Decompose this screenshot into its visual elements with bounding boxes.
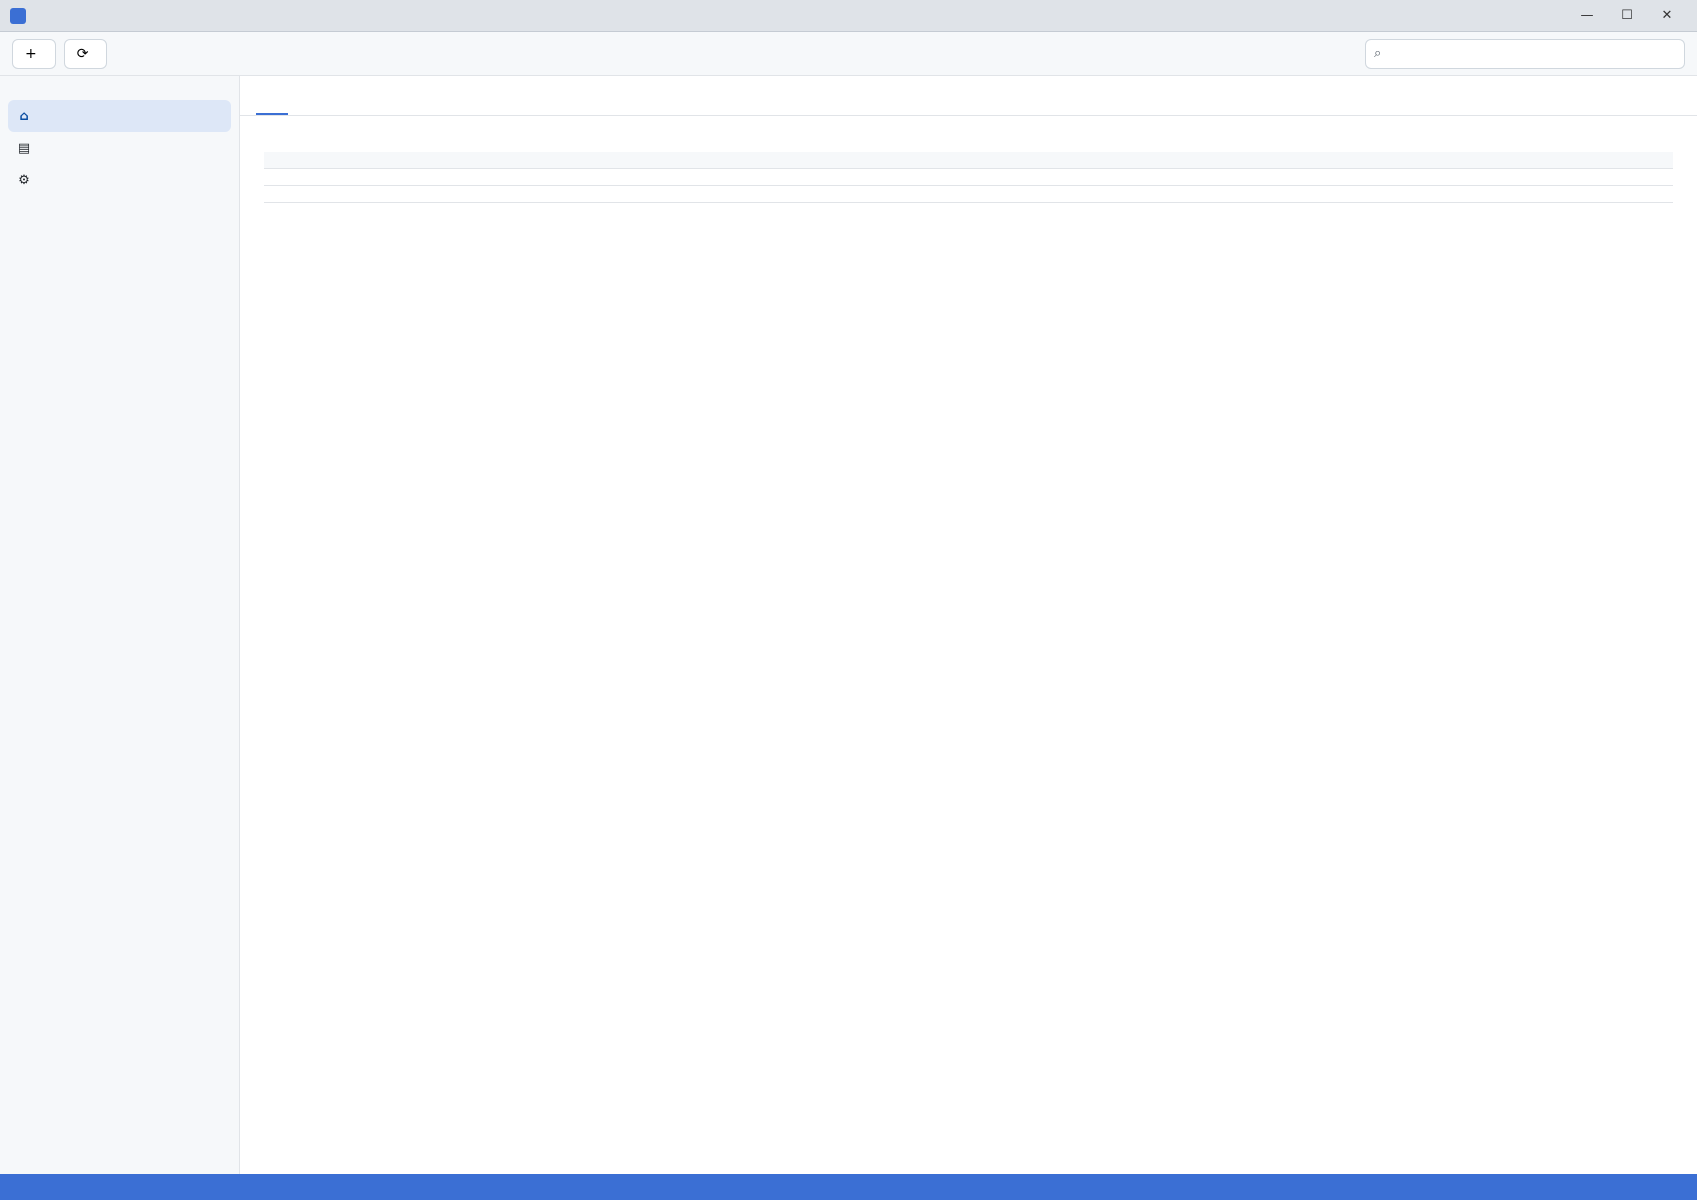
column-header[interactable] <box>1203 152 1673 169</box>
minimize-button[interactable]: — <box>1580 8 1594 23</box>
table-cell <box>1203 169 1673 186</box>
column-header[interactable] <box>264 152 734 169</box>
sidebar-item-0[interactable] <box>8 100 231 132</box>
refresh-icon: ⟳ <box>76 45 89 62</box>
close-button[interactable]: ✕ <box>1661 8 1673 23</box>
sidebar-item-2[interactable] <box>8 164 231 196</box>
tab-0[interactable] <box>256 76 288 115</box>
app-icon <box>10 8 26 24</box>
sidebar <box>0 76 240 1174</box>
gear-icon: ⚙ <box>18 172 30 188</box>
home-icon: ⌂ <box>19 108 29 124</box>
toolbar-button-new[interactable] <box>12 39 56 69</box>
search-input[interactable] <box>1387 46 1676 61</box>
folder-icon: ▤ <box>17 140 31 156</box>
table-header-row <box>264 152 1673 169</box>
search-box[interactable] <box>1365 39 1685 69</box>
table-cell <box>264 169 734 186</box>
plus-icon: + <box>25 45 37 62</box>
sidebar-item-1[interactable] <box>8 132 231 164</box>
toolbar-button-refresh[interactable] <box>64 39 108 69</box>
table-row[interactable] <box>264 186 1673 203</box>
tab-bar <box>240 76 1697 116</box>
column-header[interactable] <box>734 152 1204 169</box>
maximize-button[interactable]: ☐ <box>1621 8 1633 23</box>
data-table <box>264 152 1673 203</box>
table-row[interactable] <box>264 169 1673 186</box>
sidebar-heading <box>8 88 231 100</box>
table-cell <box>734 169 1204 186</box>
table-cell <box>734 186 1204 203</box>
search-icon: ⌕ <box>1374 46 1382 61</box>
toolbar <box>0 32 1697 76</box>
main-panel <box>240 76 1697 1174</box>
table-cell <box>264 186 734 203</box>
tab-1[interactable] <box>288 76 320 115</box>
status-bar <box>0 1174 1697 1200</box>
content-area <box>240 116 1697 1174</box>
title-bar[interactable] <box>0 0 1697 32</box>
table-cell <box>1203 186 1673 203</box>
app-body <box>0 76 1697 1174</box>
